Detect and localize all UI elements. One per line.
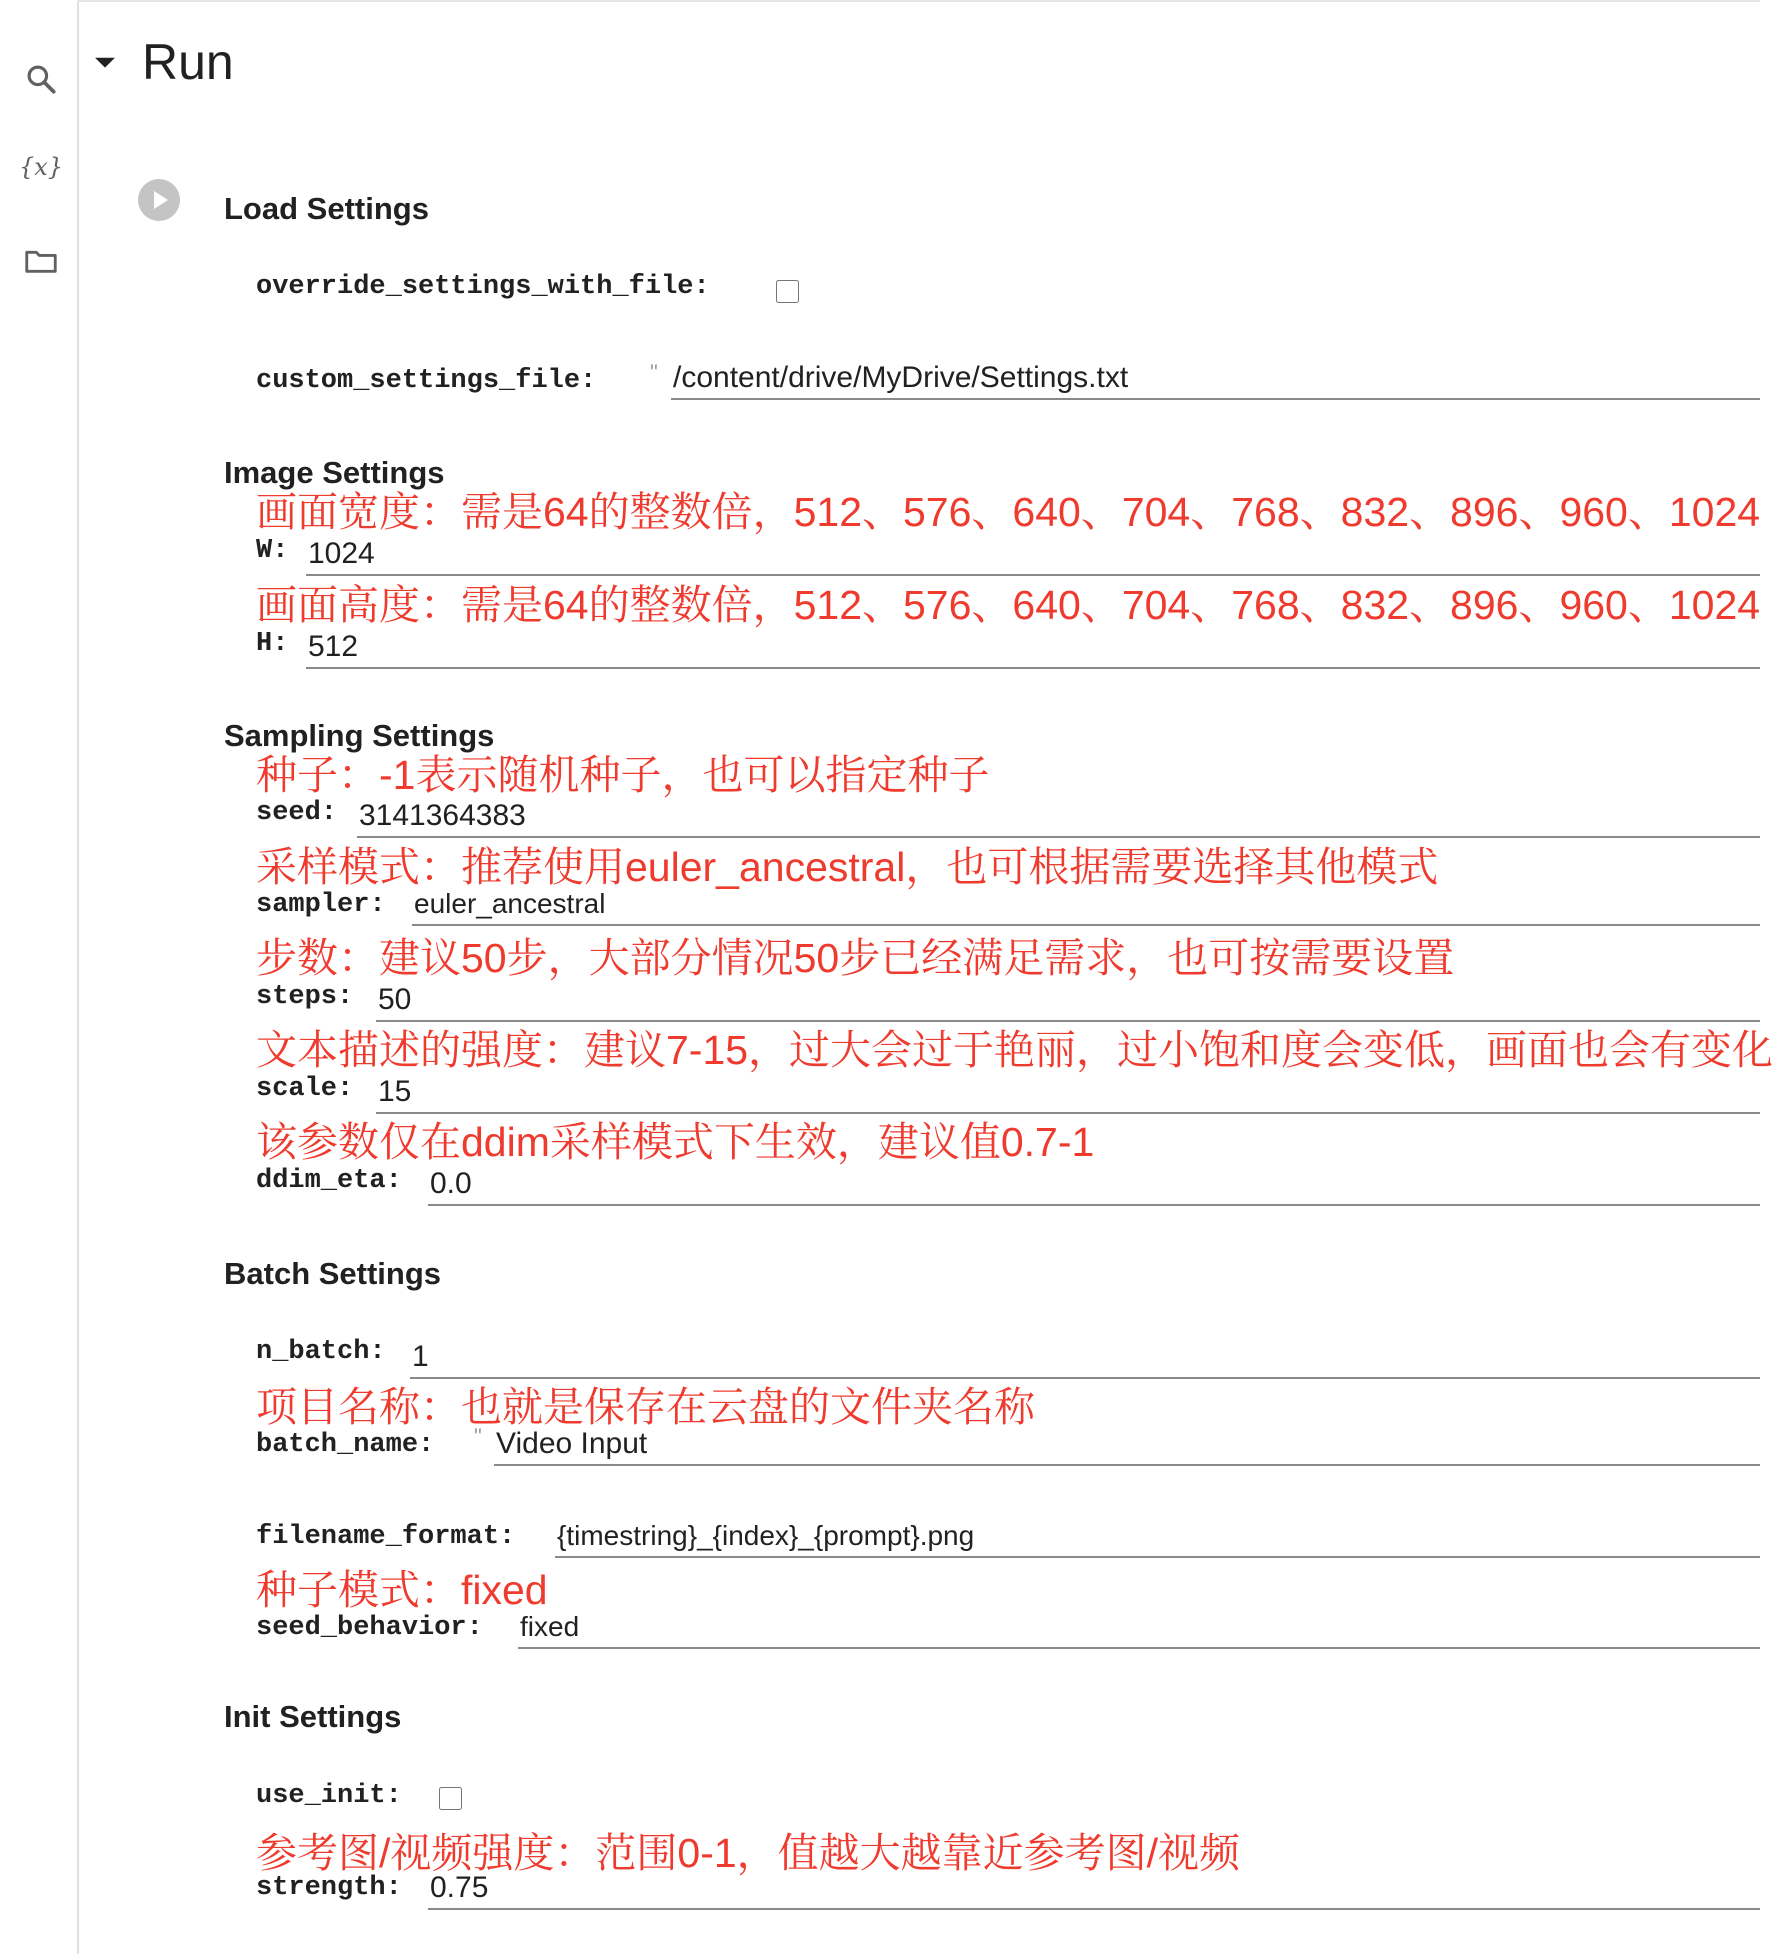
steps-label: steps: <box>256 982 354 1012</box>
heading-batch-settings: Batch Settings <box>224 1256 442 1291</box>
custom-settings-file-label: custom_settings_file: <box>256 366 597 396</box>
seed-input[interactable]: 3141364383 <box>357 796 1760 838</box>
batch-name-label: batch_name: <box>256 1430 435 1460</box>
top-divider <box>77 0 1760 2</box>
section-header[interactable] <box>88 22 234 102</box>
note-w: 画面宽度：需是64的整数倍，512、576、640、704、768、832、896、960、1024 <box>256 489 1761 535</box>
string-marker: " <box>474 1424 482 1449</box>
note-sampler: 采样模式：推荐使用euler_ancestral，也可根据需要选择其他模式 <box>256 844 1439 890</box>
note-scale: 文本描述的强度：建议7-15，过大会过于艳丽，过小饱和度会变低，画面也会有变化 <box>256 1027 1773 1073</box>
note-h: 画面高度：需是64的整数倍，512、576、640、704、768、832、896、960、1024 <box>256 582 1761 628</box>
string-marker: " <box>650 360 658 385</box>
override-settings-label: override_settings_with_file: <box>256 272 710 302</box>
filename-format-input[interactable]: {timestring}_{index}_{prompt}.png <box>555 1516 1760 1558</box>
use-init-checkbox[interactable] <box>439 1787 462 1810</box>
strength-input[interactable]: 0.75 <box>428 1868 1760 1910</box>
scale-input[interactable]: 15 <box>376 1072 1760 1114</box>
strength-label: strength: <box>256 1873 402 1903</box>
heading-sampling-settings: Sampling Settings <box>224 718 495 753</box>
w-label: W: <box>256 536 289 566</box>
heading-load-settings: Load Settings <box>224 191 429 226</box>
run-cell-button[interactable] <box>137 178 181 222</box>
h-input[interactable]: 512 <box>306 627 1760 669</box>
folder-icon[interactable] <box>22 242 60 280</box>
n-batch-input[interactable]: 1 <box>410 1337 1760 1379</box>
note-seed-behavior: 种子模式：fixed <box>256 1567 548 1613</box>
search-icon[interactable] <box>22 60 60 98</box>
steps-input[interactable]: 50 <box>376 980 1760 1022</box>
note-strength: 参考图/视频强度：范围0-1，值越大越靠近参考图/视频 <box>256 1830 1241 1876</box>
heading-init-settings: Init Settings <box>224 1699 402 1734</box>
override-settings-checkbox[interactable] <box>776 280 799 303</box>
heading-image-settings: Image Settings <box>224 455 445 490</box>
h-label: H: <box>256 629 289 659</box>
use-init-label: use_init: <box>256 1781 402 1811</box>
note-ddim-eta: 该参数仅在ddim采样模式下生效，建议值0.7-1 <box>256 1119 1095 1165</box>
play-icon <box>137 178 181 222</box>
seed-behavior-label: seed_behavior: <box>256 1613 483 1643</box>
custom-settings-file-input[interactable]: /content/drive/MyDrive/Settings.txt <box>671 358 1760 400</box>
filename-format-label: filename_format: <box>256 1522 516 1552</box>
scale-label: scale: <box>256 1074 354 1104</box>
note-seed: 种子：-1表示随机种子，也可以指定种子 <box>256 752 990 798</box>
variables-icon[interactable] <box>18 148 64 186</box>
w-input[interactable]: 1024 <box>306 534 1760 576</box>
section-title: Run <box>142 34 234 90</box>
ddim-eta-input[interactable]: 0.0 <box>428 1164 1760 1206</box>
seed-behavior-select[interactable]: fixed <box>518 1607 1760 1649</box>
seed-label: seed: <box>256 798 338 828</box>
batch-name-input[interactable]: Video Input <box>494 1424 1760 1466</box>
note-steps: 步数：建议50步，大部分情况50步已经满足需求，也可按需要设置 <box>256 935 1455 981</box>
left-rail <box>0 0 79 1954</box>
n-batch-label: n_batch: <box>256 1337 386 1367</box>
caret-down-icon[interactable] <box>88 45 122 79</box>
note-batch-name: 项目名称：也就是保存在云盘的文件夹名称 <box>256 1384 1035 1430</box>
sampler-label: sampler: <box>256 890 386 920</box>
svg-text:{x}: {x} <box>18 153 64 181</box>
ddim-eta-label: ddim_eta: <box>256 1166 402 1196</box>
sampler-select[interactable]: euler_ancestral <box>412 884 1760 926</box>
